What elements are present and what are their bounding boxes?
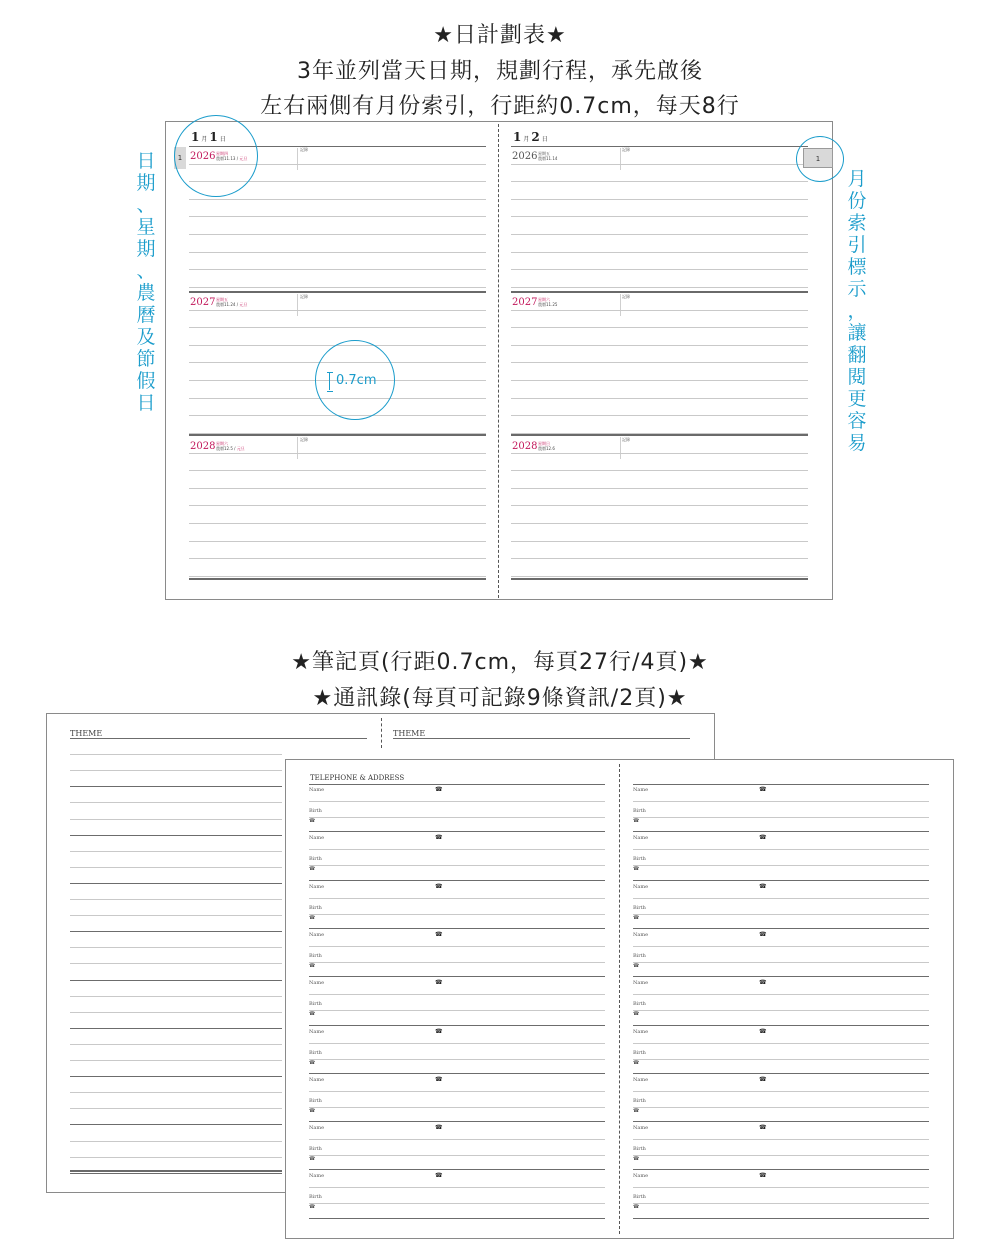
address-birth-label: Birth (309, 1098, 322, 1104)
address-birth-line (633, 865, 929, 866)
address-birth-line (309, 914, 605, 915)
address-tel-icon: ☎ (633, 1011, 640, 1017)
address-tel-icon: ☎ (633, 915, 640, 921)
address-name-line (633, 801, 929, 802)
notes-page-desc: ★筆記頁(行距0.7cm，每頁27行/4頁)★ (291, 650, 709, 675)
notes-ruled-line (70, 980, 282, 981)
planner-ruled-line (511, 470, 808, 471)
address-birth-line (633, 1059, 929, 1060)
planner-year-divider (511, 434, 808, 436)
notes-ruled-line (70, 915, 282, 916)
address-entry-divider (309, 1218, 605, 1219)
address-tel-icon: ☎ (309, 1108, 316, 1114)
address-birth-line (309, 1059, 605, 1060)
p1-2026-info: 星期四 農曆11.13 / 元旦 (216, 151, 248, 161)
planner-ruled-line (511, 181, 808, 182)
notes-ruled-line (70, 1012, 282, 1013)
notes-ruled-line (70, 1076, 282, 1077)
planner-ruled-line (189, 216, 486, 217)
notes-ruled-line (70, 899, 282, 900)
address-birth-line (633, 1107, 929, 1108)
planner-ruled-line (189, 199, 486, 200)
address-name-label: Name (633, 884, 649, 890)
right-annotation-char: 標 (847, 256, 867, 278)
right-annotation-char: 讓 (847, 322, 867, 344)
p2-year-2027: 2027 (512, 297, 538, 308)
address-top-rule (633, 784, 929, 785)
date-highlight-circle (174, 115, 258, 197)
planner-header-rule (511, 146, 808, 147)
planner-ruled-line (189, 541, 486, 542)
p1-year-2027: 2027 (190, 297, 216, 308)
notes-bottom-rule (70, 1170, 282, 1172)
address-name-line (309, 1091, 605, 1092)
address-birth-label: Birth (633, 1098, 646, 1104)
right-annotation-char: 引 (847, 234, 867, 256)
address-spine (619, 764, 620, 1234)
address-name-label: Name (309, 835, 325, 841)
line-spacing-marker (327, 372, 333, 392)
address-book-title: TELEPHONE & ADDRESS (310, 774, 405, 782)
notes-ruled-line (70, 883, 282, 884)
planner-note-divider (297, 148, 298, 170)
notes-ruled-line (70, 1060, 282, 1061)
address-name-line (633, 849, 929, 850)
phone-icon: ☎ (759, 1172, 767, 1179)
notes-ruled-line (70, 802, 282, 803)
planner-ruled-line (189, 327, 486, 328)
left-annotation-char: 假 (136, 370, 156, 392)
phone-icon: ☎ (435, 979, 443, 986)
address-tel-icon: ☎ (309, 1156, 316, 1162)
address-name-line (633, 1043, 929, 1044)
address-birth-line (309, 817, 605, 818)
planner-ruled-line (511, 269, 808, 270)
address-birth-label: Birth (309, 905, 322, 911)
phone-icon: ☎ (435, 786, 443, 793)
p2-2027-info: 星期六 農曆11.25 (538, 297, 558, 307)
address-name-line (309, 849, 605, 850)
p1-year-2026: 2026 (190, 151, 216, 162)
planner-ruled-line (189, 287, 486, 288)
planner-bottom-rule (189, 578, 486, 580)
address-birth-line (309, 1203, 605, 1204)
planner-ruled-line (511, 415, 808, 416)
address-birth-line (309, 1107, 605, 1108)
address-entry-divider (309, 1121, 605, 1122)
left-annotation-char: 日 (136, 150, 156, 172)
planner-note-divider (620, 437, 621, 459)
address-tel-icon: ☎ (309, 866, 316, 872)
page1-date-header: 1 月 1 日 (191, 130, 226, 144)
address-name-line (633, 994, 929, 995)
address-tel-icon: ☎ (309, 963, 316, 969)
phone-icon: ☎ (759, 979, 767, 986)
left-annotation-char: 期 (136, 238, 156, 260)
address-birth-label: Birth (309, 1050, 322, 1056)
p2-2026-info: 星期五 農曆11.14 (538, 151, 558, 161)
address-tel-icon: ☎ (633, 1204, 640, 1210)
notes-ruled-line (70, 996, 282, 997)
address-birth-line (633, 962, 929, 963)
p2-2026-note-label: 記錄 (622, 147, 630, 152)
planner-ruled-line (511, 310, 808, 311)
notes-ruled-line (70, 851, 282, 852)
address-tel-icon: ☎ (633, 1108, 640, 1114)
phone-icon: ☎ (435, 1172, 443, 1179)
address-tel-icon: ☎ (633, 1060, 640, 1066)
address-name-label: Name (309, 1029, 325, 1035)
address-top-rule (309, 784, 605, 785)
address-birth-label: Birth (633, 808, 646, 814)
phone-icon: ☎ (759, 1124, 767, 1131)
notes-theme-label-right: THEME (393, 729, 426, 738)
planner-ruled-line (511, 558, 808, 559)
address-name-line (633, 946, 929, 947)
address-tel-icon: ☎ (309, 1204, 316, 1210)
address-name-line (309, 994, 605, 995)
address-entry-divider (633, 1073, 929, 1074)
right-annotation-char: 索 (847, 212, 867, 234)
address-name-label: Name (633, 835, 649, 841)
address-tel-icon: ☎ (633, 818, 640, 824)
address-tel-icon: ☎ (633, 866, 640, 872)
address-birth-line (633, 817, 929, 818)
address-name-label: Name (309, 932, 325, 938)
daily-planner-spread (165, 121, 833, 600)
address-birth-label: Birth (633, 1194, 646, 1200)
notes-ruled-line (70, 931, 282, 932)
left-annotation-char: 、 (136, 260, 156, 282)
address-birth-label: Birth (633, 1050, 646, 1056)
planner-ruled-line (511, 287, 808, 288)
address-entry-divider (633, 880, 929, 881)
planner-ruled-line (511, 345, 808, 346)
address-name-label: Name (309, 1077, 325, 1083)
address-name-line (309, 801, 605, 802)
right-annotation-char: 閱 (847, 366, 867, 388)
address-tel-icon: ☎ (309, 1060, 316, 1066)
daily-planner-desc-2: 左右兩側有月份索引，行距約0.7cm，每天8行 (260, 94, 740, 119)
phone-icon: ☎ (759, 834, 767, 841)
right-annotation-char: 更 (847, 388, 867, 410)
planner-ruled-line (511, 453, 808, 454)
address-name-line (309, 946, 605, 947)
planner-year-divider (189, 291, 486, 293)
daily-planner-desc-1: 3年並列當天日期，規劃行程，承先啟後 (297, 59, 703, 84)
notes-ruled-line (70, 1044, 282, 1045)
planner-ruled-line (511, 362, 808, 363)
notes-ruled-line (70, 1108, 282, 1109)
notes-ruled-line (70, 867, 282, 868)
address-birth-label: Birth (633, 1001, 646, 1007)
address-name-label: Name (309, 980, 325, 986)
address-name-label: Name (633, 1077, 649, 1083)
notes-spine (381, 718, 382, 748)
address-name-line (633, 1139, 929, 1140)
address-birth-label: Birth (309, 808, 322, 814)
notes-ruled-line (70, 835, 282, 836)
p2-year-2026: 2026 (512, 151, 538, 162)
planner-note-divider (620, 148, 621, 170)
daily-planner-title: ★日計劃表★ (433, 23, 567, 48)
address-name-label: Name (309, 787, 325, 793)
planner-ruled-line (189, 558, 486, 559)
planner-ruled-line (189, 523, 486, 524)
address-entry-divider (309, 880, 605, 881)
address-name-label: Name (309, 1125, 325, 1131)
address-birth-line (309, 962, 605, 963)
address-tel-icon: ☎ (309, 818, 316, 824)
address-tel-icon: ☎ (633, 1156, 640, 1162)
right-annotation-char: 月 (847, 168, 867, 190)
planner-ruled-line (511, 380, 808, 381)
address-birth-label: Birth (309, 1001, 322, 1007)
address-name-line (633, 898, 929, 899)
address-name-line (633, 1187, 929, 1188)
address-birth-line (309, 1155, 605, 1156)
phone-icon: ☎ (435, 883, 443, 890)
address-entry-divider (309, 1025, 605, 1026)
notes-ruled-line (70, 770, 282, 771)
address-entry-divider (309, 1073, 605, 1074)
notes-ruled-line (70, 947, 282, 948)
address-tel-icon: ☎ (309, 915, 316, 921)
address-name-line (309, 1043, 605, 1044)
right-side-annotation (846, 168, 868, 454)
p2-2028-note-label: 記錄 (622, 437, 630, 442)
phone-icon: ☎ (435, 834, 443, 841)
address-name-label: Name (633, 932, 649, 938)
planner-ruled-line (189, 252, 486, 253)
left-annotation-char: 節 (136, 348, 156, 370)
address-entry-divider (309, 831, 605, 832)
planner-ruled-line (189, 470, 486, 471)
planner-ruled-line (511, 488, 808, 489)
address-birth-label: Birth (309, 1146, 322, 1152)
address-entry-divider (309, 976, 605, 977)
phone-icon: ☎ (435, 1028, 443, 1035)
planner-ruled-line (511, 164, 808, 165)
p1-2027-note-label: 記錄 (300, 294, 308, 299)
address-entry-divider (633, 1169, 929, 1170)
planner-year-divider (189, 434, 486, 436)
address-entry-divider (633, 831, 929, 832)
p2-2028-info: 星期日 農曆12.6 (538, 441, 555, 451)
address-name-line (309, 898, 605, 899)
notes-ruled-line (70, 1028, 282, 1029)
notes-theme-label-left: THEME (70, 729, 103, 738)
phone-icon: ☎ (759, 1076, 767, 1083)
notes-ruled-line (70, 1092, 282, 1093)
month-index-tab-right[interactable]: 1 (803, 148, 833, 168)
planner-ruled-line (189, 576, 486, 577)
planner-ruled-line (189, 488, 486, 489)
address-entry-divider (633, 976, 929, 977)
phone-icon: ☎ (759, 1028, 767, 1035)
address-entry-divider (309, 928, 605, 929)
address-entry-divider (633, 928, 929, 929)
right-annotation-char: 份 (847, 190, 867, 212)
address-birth-label: Birth (309, 1194, 322, 1200)
address-birth-line (633, 1155, 929, 1156)
address-birth-label: Birth (633, 1146, 646, 1152)
p1-2027-info: 星期五 農曆11.24 / 元旦 (216, 297, 248, 307)
left-side-annotation (135, 150, 157, 414)
notes-ruled-line (70, 754, 282, 755)
left-annotation-char: 及 (136, 326, 156, 348)
notes-theme-rule (70, 738, 367, 739)
phone-icon: ☎ (759, 931, 767, 938)
address-birth-line (633, 1203, 929, 1204)
planner-ruled-line (511, 505, 808, 506)
left-annotation-char: 農 (136, 282, 156, 304)
book-spine (498, 124, 499, 598)
phone-icon: ☎ (759, 786, 767, 793)
right-annotation-char: 示 (847, 278, 867, 300)
planner-ruled-line (511, 252, 808, 253)
planner-ruled-line (189, 234, 486, 235)
planner-bottom-rule (511, 578, 808, 580)
planner-ruled-line (511, 523, 808, 524)
address-tel-icon: ☎ (633, 963, 640, 969)
address-name-line (309, 1139, 605, 1140)
right-annotation-char: ， (847, 300, 867, 322)
p1-2028-note-label: 記錄 (300, 437, 308, 442)
address-birth-line (633, 1010, 929, 1011)
address-name-label: Name (309, 1173, 325, 1179)
address-birth-label: Birth (309, 856, 322, 862)
notes-ruled-line (70, 1157, 282, 1158)
left-annotation-char: 星 (136, 216, 156, 238)
left-annotation-char: 期 (136, 172, 156, 194)
address-tel-icon: ☎ (309, 1011, 316, 1017)
address-name-line (309, 1187, 605, 1188)
address-birth-line (309, 865, 605, 866)
planner-ruled-line (511, 199, 808, 200)
address-birth-line (633, 914, 929, 915)
p1-year-2028: 2028 (190, 441, 216, 452)
address-name-label: Name (633, 1173, 649, 1179)
left-annotation-char: 日 (136, 392, 156, 414)
notes-ruled-line (70, 1124, 282, 1125)
notes-ruled-line (70, 819, 282, 820)
phone-icon: ☎ (435, 1124, 443, 1131)
address-name-label: Name (309, 884, 325, 890)
phone-icon: ☎ (435, 1076, 443, 1083)
planner-note-divider (620, 294, 621, 316)
right-annotation-char: 翻 (847, 344, 867, 366)
address-name-label: Name (633, 1029, 649, 1035)
line-spacing-label: 0.7cm (336, 373, 377, 388)
planner-ruled-line (511, 541, 808, 542)
address-entry-divider (309, 1169, 605, 1170)
planner-note-divider (297, 294, 298, 316)
address-entry-divider (633, 1218, 929, 1219)
address-birth-label: Birth (633, 905, 646, 911)
notes-ruled-line (70, 963, 282, 964)
phone-icon: ☎ (435, 931, 443, 938)
address-birth-line (309, 1010, 605, 1011)
left-annotation-char: 、 (136, 194, 156, 216)
address-name-label: Name (633, 1125, 649, 1131)
month-tab-highlight-circle (796, 136, 844, 182)
p1-2026-note-label: 記錄 (300, 147, 308, 152)
planner-ruled-line (189, 453, 486, 454)
address-name-line (633, 1091, 929, 1092)
planner-note-divider (297, 437, 298, 459)
right-annotation-char: 易 (847, 432, 867, 454)
planner-ruled-line (189, 269, 486, 270)
planner-ruled-line (189, 310, 486, 311)
address-birth-label: Birth (633, 856, 646, 862)
notes-ruled-line (70, 1173, 282, 1174)
address-name-label: Name (633, 787, 649, 793)
planner-ruled-line (511, 234, 808, 235)
left-annotation-char: 曆 (136, 304, 156, 326)
address-birth-label: Birth (633, 953, 646, 959)
address-entry-divider (633, 1121, 929, 1122)
address-entry-divider (633, 1025, 929, 1026)
planner-year-divider (511, 291, 808, 293)
planner-ruled-line (511, 398, 808, 399)
p1-2028-info: 星期六 農曆12.5 / 元旦 (216, 441, 245, 451)
planner-ruled-line (511, 327, 808, 328)
planner-ruled-line (189, 505, 486, 506)
notes-ruled-line (70, 1141, 282, 1142)
address-book-desc: ★通訊錄(每頁可記錄9條資訊/2頁)★ (312, 686, 688, 711)
notes-ruled-line (70, 786, 282, 787)
p2-2027-note-label: 記錄 (622, 294, 630, 299)
notes-theme-rule (393, 738, 690, 739)
address-name-label: Name (633, 980, 649, 986)
phone-icon: ☎ (759, 883, 767, 890)
address-birth-label: Birth (309, 953, 322, 959)
month-index-tab-left[interactable]: 1 (174, 147, 186, 169)
planner-ruled-line (511, 216, 808, 217)
page2-date-header: 1 月 2 日 (513, 130, 548, 144)
p2-year-2028: 2028 (512, 441, 538, 452)
right-annotation-char: 容 (847, 410, 867, 432)
planner-ruled-line (511, 576, 808, 577)
